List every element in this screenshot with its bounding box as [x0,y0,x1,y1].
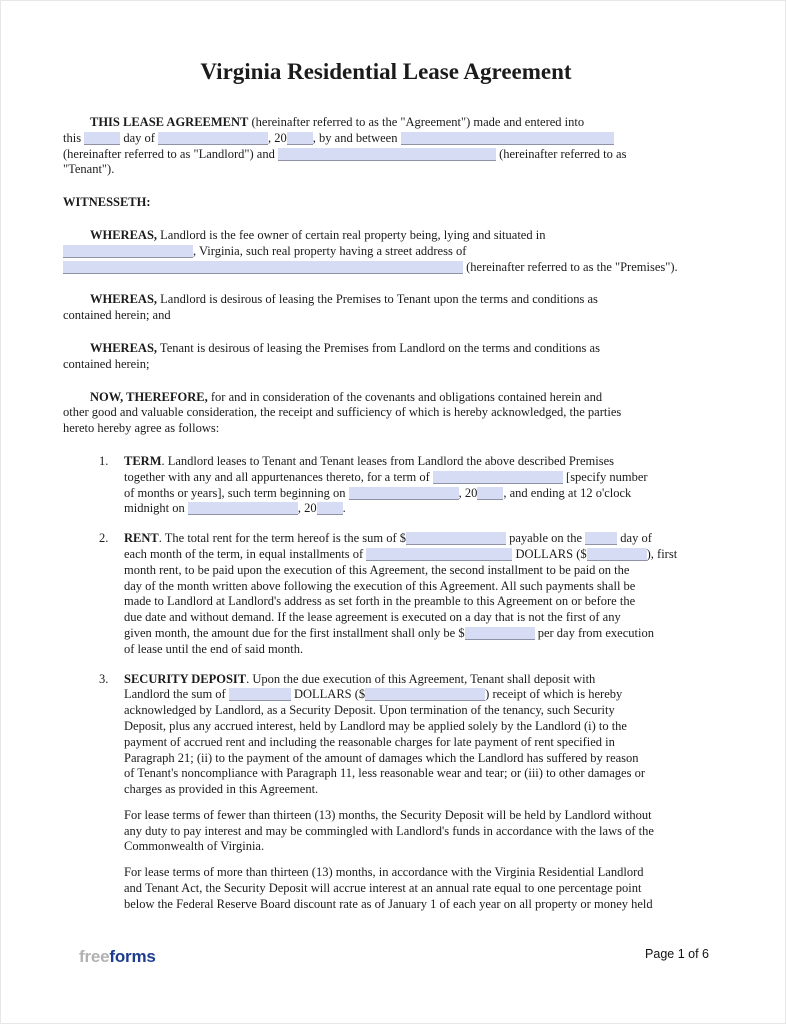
section-rent [63,531,723,657]
form-field-blank[interactable] [477,487,503,500]
form-field-blank[interactable] [433,471,563,484]
form-field-blank[interactable] [158,132,268,145]
document-content [63,57,723,927]
inline-bold-text: RENT [124,531,159,546]
form-field-blank[interactable] [401,132,614,145]
form-field-blank[interactable] [84,132,120,145]
inline-bold-text: NOW, THEREFORE, [90,389,208,404]
form-field-blank[interactable] [287,132,313,145]
form-field-blank[interactable] [406,532,506,545]
inline-bold-text: TERM [124,453,162,468]
freeforms-logo [79,949,156,965]
form-field-blank[interactable] [365,688,485,701]
form-field-blank[interactable] [587,548,647,561]
section-term-body: TERM. Landlord leases to Tenant and Tenant leases from Landlord the above described Premises together with any and all appurtenances thereto, for a term of [specify number of months or years], such term beginning on , 20 , and ending at 12 o'clock midnight on , 20 . [124,453,648,516]
section-number: 1. [99,453,109,468]
section-security-deposit-body: SECURITY DEPOSIT. Upon the due execution of this Agreement, Tenant shall deposit with Landlord the sum of DOLLARS ($ ) receipt of which is hereby acknowledged by Landlord, as a Security Deposit. Upon termination of the tenancy, such Security Deposit, plus any accrued interest, held by Landlord may be applied solely by the Landlord (i) to the payment of accrued rent and including the reasonable charges for late payment of rent specified in Paragraph 21; (ii) to the payment of the amount of damages which the Landlord has suffered by reason of Tenant's noncompliance with Paragraph 11, less reasonable wear and tear; or (iii) to other damages or charges as provided in this Agreement. [124,671,645,797]
form-field-blank[interactable] [63,261,463,274]
section-term [63,454,723,517]
section-rent-body: RENT. The total rent for the term hereof is the sum of $ payable on the day of each month of the term, in equal installments of DOLLARS ($ ), first month rent, to be paid upon the execution of this Agreement, the second installment to be paid on the day of the month written above following the execution of this Agreement. All such payments shall be made to Landlord at Landlord's address as set forth in the preamble to this Agreement on or before the due date and without demand. If the lease agreement is executed on a day that is not the first of any given month, the amount due for the first installment shall only be $ per day from execution of lease until the end of said month. [124,531,678,656]
section-number: 3. [99,671,109,686]
logo-free-text: free [79,947,110,967]
security-deposit-subparagraph-a: For lease terms of fewer than thirteen (13) months, the Security Deposit will be held by Landlord without any duty to pay interest and may be commingled with Landlord's funds in accordance with the laws of the Commonwealth of Virginia. [124,807,654,854]
section-number: 2. [99,531,109,546]
form-field-blank[interactable] [229,688,291,701]
inline-bold-text: WHEREAS, [90,227,158,242]
logo-forms-text: forms [109,947,156,967]
form-field-blank[interactable] [465,627,535,640]
witnesseth-heading: WITNESSETH: [63,195,151,210]
inline-bold-text: WHEREAS, [90,340,158,355]
section-security-deposit [63,672,723,913]
form-field-blank[interactable] [366,548,512,561]
inline-bold-text: SECURITY DEPOSIT [124,671,247,686]
form-field-blank[interactable] [317,502,343,515]
page-number-label: Page 1 of 6 [645,947,709,962]
inline-bold-text: WHEREAS, [90,292,158,307]
form-field-blank[interactable] [63,245,193,258]
form-field-blank[interactable] [349,487,459,500]
form-field-blank[interactable] [188,502,298,515]
preamble-paragraph: THIS LEASE AGREEMENT (hereinafter referred to as the "Agreement") made and entered into this day of , 20 , by and between (hereinafter referred to as "Landlord") and (hereinafter referred to as "Tenant"). [63,115,627,177]
whereas-owner-paragraph: WHEREAS, Landlord is the fee owner of certain real property being, lying and situated in , Virginia, such real property having a street address of (hereinafter referred to as the "Premises"). [63,228,723,275]
security-deposit-subparagraph-b: For lease terms of more than thirteen (13) months, in accordance with the Virginia Residential Landlord and Tenant Act, the Security Deposit will accrue interest at an annual rate equal to one percentage point below the Federal Reserve Board discount rate as of January 1 of each year on all property or money held [124,865,653,911]
now-therefore-paragraph: NOW, THEREFORE, for and in consideration of the covenants and obligations contained herein and other good and valuable consideration, the receipt and sufficiency of which is hereby acknowledged, the parties hereto hereby agree as follows: [63,389,622,436]
form-field-blank[interactable] [585,532,617,545]
whereas-landlord-paragraph: WHEREAS, Landlord is desirous of leasing the Premises to Tenant upon the terms and conditions as contained herein; and [63,292,598,323]
document-title: Virginia Residential Lease Agreement [200,59,572,84]
whereas-tenant-paragraph: WHEREAS, Tenant is desirous of leasing the Premises from Landlord on the terms and conditions as contained herein; [63,340,600,371]
form-field-blank[interactable] [278,148,496,161]
inline-bold-text: THIS LEASE AGREEMENT [90,115,249,129]
